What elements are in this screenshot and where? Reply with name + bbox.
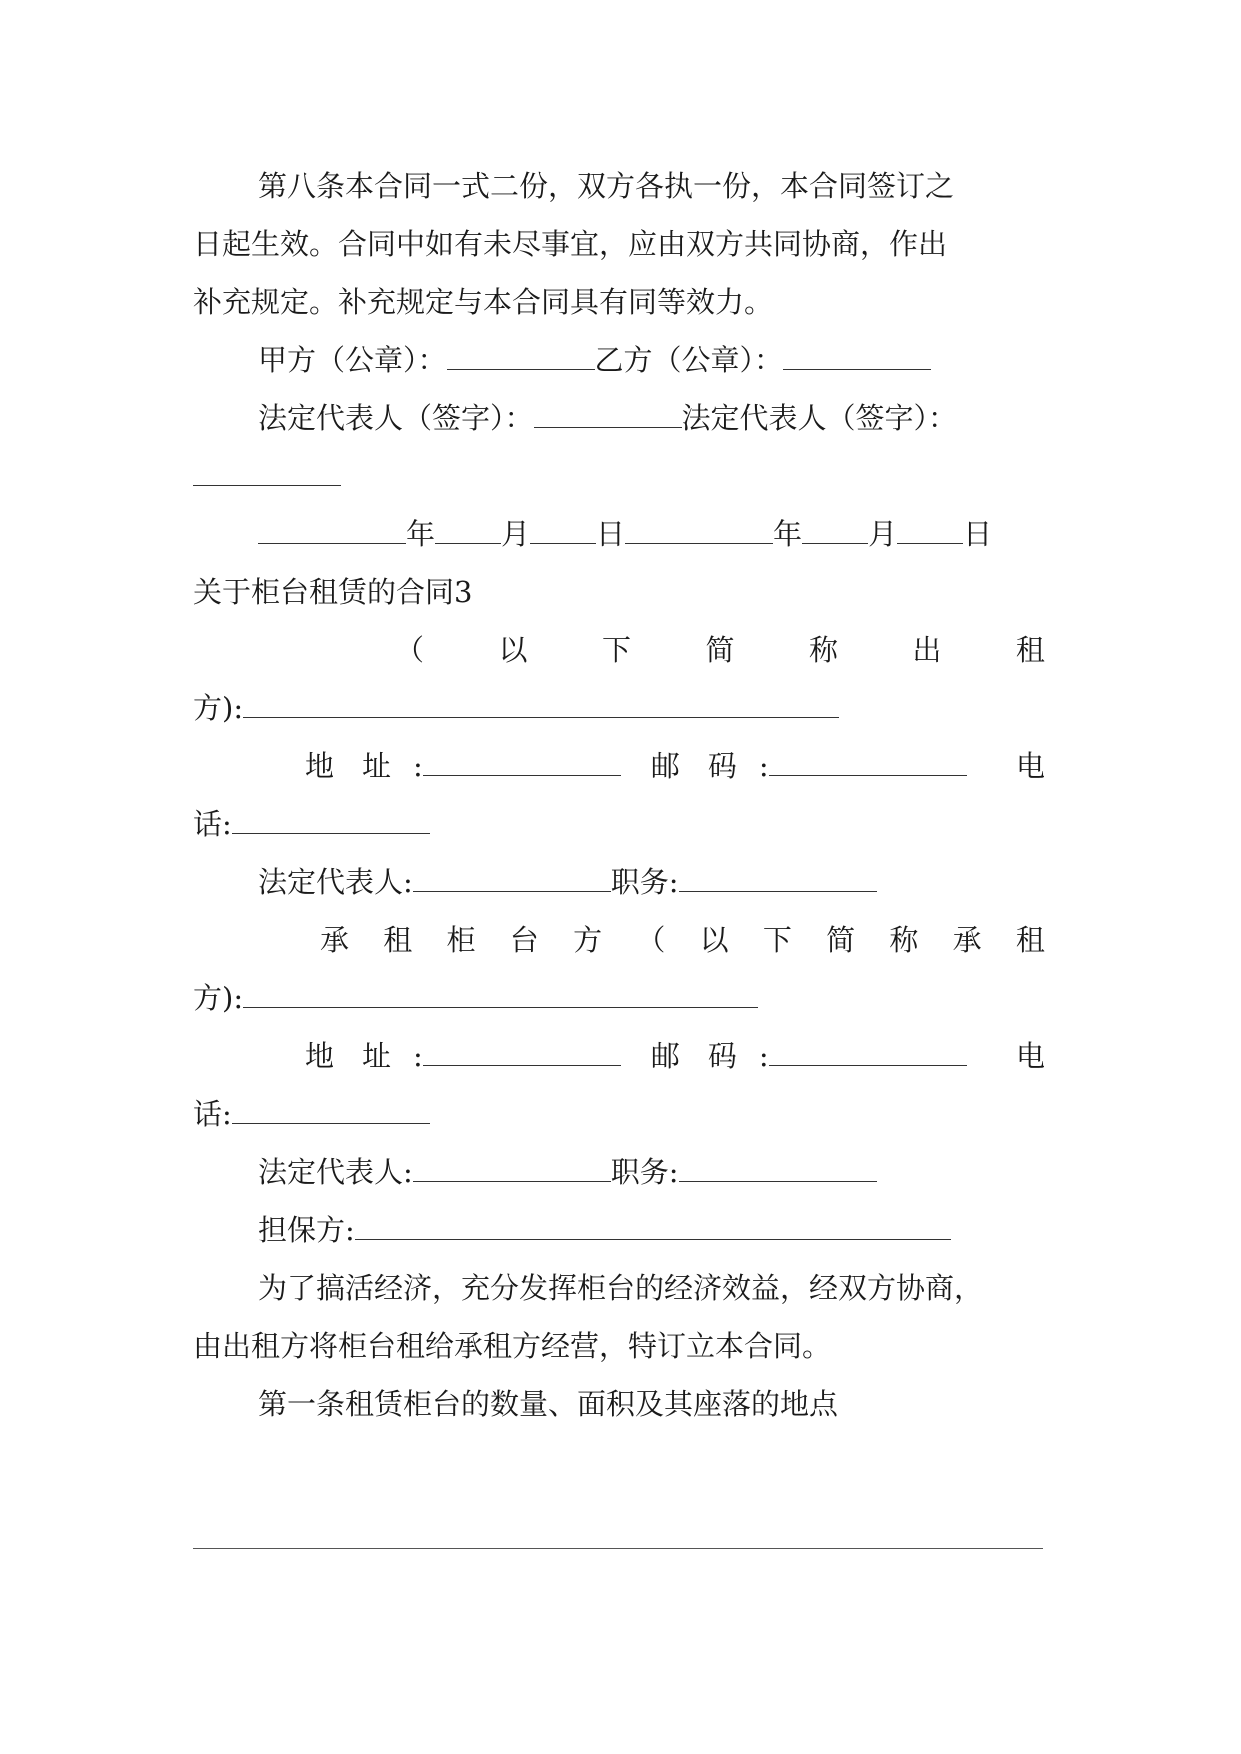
party-b-seal-label: 乙方（公章）： [594, 343, 784, 377]
guarantor-line [258, 1210, 951, 1250]
lessee-char: 承 [952, 923, 982, 957]
postcode-blank [769, 1039, 967, 1066]
lessor-char: 简 [705, 633, 735, 667]
lessee-char: 租 [1015, 923, 1045, 957]
lessor-phone-line [193, 804, 430, 844]
lessor-char: 租 [1015, 633, 1045, 667]
legal-rep-sign-a-label: 法定代表人（签字）： [258, 401, 534, 435]
lessee-char: 租 [383, 923, 413, 957]
lessee-name-line [193, 978, 758, 1018]
address-colon: : [413, 1039, 423, 1073]
lessee-title-blank [679, 1155, 877, 1182]
lessee-char: 以 [699, 923, 729, 957]
lessee-phone-line [193, 1094, 430, 1134]
postcode-char: 邮 [650, 1039, 680, 1073]
contract3-title: 关于柜台租赁的合同3 [193, 575, 473, 609]
postcode-blank [769, 749, 967, 776]
address-char: 址 [362, 1039, 392, 1073]
seal-line [258, 340, 931, 380]
lessor-heading-line [395, 630, 1045, 670]
lessee-char: 简 [826, 923, 856, 957]
lessee-name-blank [243, 981, 758, 1008]
phone-cont-label: 话: [193, 807, 232, 841]
lessor-char: 下 [601, 633, 631, 667]
guarantor-label: 担保方: [258, 1213, 355, 1247]
footer-rule [193, 1548, 1043, 1549]
lessee-heading-line [320, 920, 1045, 960]
lessor-name-blank [243, 691, 839, 718]
month-a-blank [435, 517, 501, 544]
lessee-rep-blank [413, 1155, 611, 1182]
lessee-char: 称 [889, 923, 919, 957]
phone-blank [232, 1097, 430, 1124]
day-b-label: 日 [963, 517, 993, 551]
postcode-char: 码 [707, 1039, 737, 1073]
day-a-label: 日 [596, 517, 626, 551]
legal-rep-sign-a-blank [534, 401, 682, 428]
legal-rep-sign-b-blank [193, 459, 341, 486]
date-line [258, 514, 992, 554]
party-b-seal-blank [783, 343, 931, 370]
lessee-contact-line [305, 1036, 1045, 1076]
article8-line2: 日起生效。合同中如有未尽事宜，应由双方共同协商，作出 [193, 227, 948, 261]
address-colon: : [413, 749, 423, 783]
day-a-blank [530, 517, 596, 544]
legal-rep-sign-line [258, 398, 957, 438]
lessor-rep-label: 法定代表人: [258, 865, 413, 899]
legal-rep-sign-b-label: 法定代表人（签字）： [681, 401, 958, 435]
address-char: 址 [362, 749, 392, 783]
lessee-rep-line [258, 1152, 877, 1192]
postcode-colon: : [758, 749, 769, 783]
lessee-char: 承 [320, 923, 350, 957]
lessor-contact-line [305, 746, 1045, 786]
legal-rep-sign-b-blank-line [193, 456, 341, 496]
year-a-blank [258, 517, 406, 544]
party-a-seal-label: 甲方（公章）： [258, 343, 447, 377]
lessor-char: 出 [912, 633, 942, 667]
article8-line1: 第八条本合同一式二份，双方各执一份，本合同签订之 [258, 169, 955, 203]
lessor-cont-label: 方): [193, 691, 244, 725]
postcode-char: 邮 [650, 749, 680, 783]
purpose-line2: 由出租方将柜台租给承租方经营，特订立本合同。 [193, 1329, 832, 1363]
phone-cont-label: 话: [193, 1097, 232, 1131]
lessor-name-line [193, 688, 839, 728]
lessor-char: （ [395, 633, 425, 667]
phone-first-char: 电 [1015, 1039, 1045, 1073]
lessee-cont-label: 方): [193, 981, 244, 1015]
lessee-rep-label: 法定代表人: [258, 1155, 413, 1189]
party-a-seal-blank [447, 343, 595, 370]
lessor-title-blank [679, 865, 877, 892]
lessee-char: 柜 [446, 923, 476, 957]
lessor-rep-blank [413, 865, 611, 892]
lessee-char: （ [636, 923, 666, 957]
lessor-char: 以 [498, 633, 528, 667]
guarantor-blank [355, 1213, 951, 1240]
phone-blank [232, 807, 430, 834]
address-blank [423, 749, 621, 776]
postcode-colon: : [758, 1039, 769, 1073]
address-char: 地 [305, 1039, 335, 1073]
lessee-char: 下 [762, 923, 792, 957]
lessee-char: 方 [573, 923, 603, 957]
phone-first-char: 电 [1015, 749, 1045, 783]
month-b-blank [802, 517, 868, 544]
article1-heading: 第一条租赁柜台的数量、面积及其座落的地点 [258, 1387, 839, 1421]
lessee-char: 台 [509, 923, 539, 957]
address-blank [423, 1039, 621, 1066]
address-char: 地 [305, 749, 335, 783]
year-b-blank [625, 517, 773, 544]
lessor-rep-line [258, 862, 877, 902]
year-b-label: 年 [773, 517, 803, 551]
lessee-title-label: 职务: [610, 1155, 679, 1189]
article8-line3: 补充规定。补充规定与本合同具有同等效力。 [193, 285, 774, 319]
year-a-label: 年 [406, 517, 436, 551]
lessor-char: 称 [808, 633, 838, 667]
purpose-line1: 为了搞活经济，充分发挥柜台的经济效益，经双方协商， [258, 1271, 984, 1305]
month-a-label: 月 [501, 517, 531, 551]
day-b-blank [897, 517, 963, 544]
lessor-title-label: 职务: [610, 865, 679, 899]
postcode-char: 码 [707, 749, 737, 783]
month-b-label: 月 [868, 517, 898, 551]
